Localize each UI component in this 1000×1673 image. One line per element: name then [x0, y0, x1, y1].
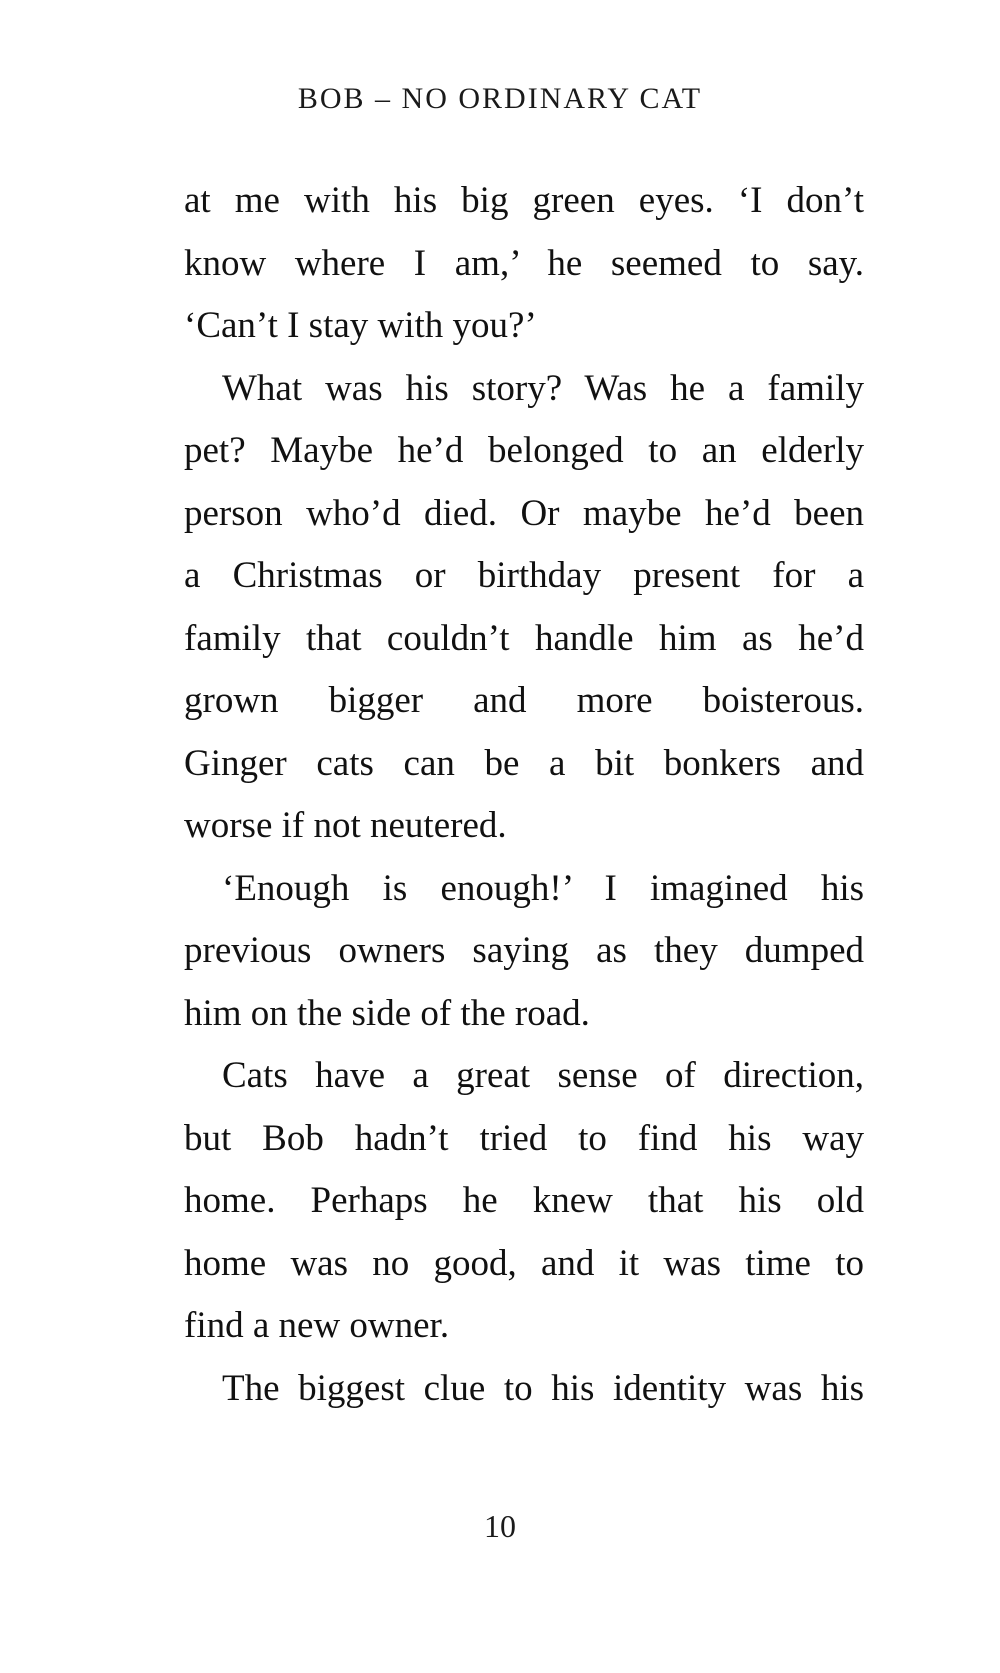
- running-header: BOB – NO ORDINARY CAT: [297, 82, 703, 115]
- text-line: worse if not neutered.: [184, 805, 507, 846]
- text-line: person who’d died. Or maybe he’d been: [184, 492, 864, 534]
- text-line: a Christmas or birthday present for a: [184, 555, 864, 596]
- page-number: 10: [484, 1508, 516, 1544]
- text-line: know where I am,’ he seemed to say.: [184, 242, 864, 284]
- text-line: ‘Can’t I stay with you?’: [184, 305, 537, 346]
- text-line: pet? Maybe he’d belonged to an elderly: [184, 430, 864, 471]
- paragraph-first-line: What was his story? Was he a family: [222, 367, 864, 409]
- text-line: Ginger cats can be a bit bonkers and: [184, 742, 864, 784]
- text-line: find a new owner.: [184, 1305, 450, 1346]
- paragraph-first-line: ‘Enough is enough!’ I imagined his: [222, 867, 864, 909]
- paragraph-first-line: Cats have a great sense of direction,: [222, 1055, 864, 1096]
- text-line: at me with his big green eyes. ‘I don’t: [184, 180, 864, 221]
- text-line: home. Perhaps he knew that his old: [184, 1180, 864, 1221]
- body-text: [184, 170, 864, 1420]
- text-line: him on the side of the road.: [184, 992, 590, 1034]
- text-line: previous owners saying as they dumped: [184, 930, 864, 971]
- text-line: family that couldn’t handle him as he’d: [184, 617, 864, 659]
- text-line: grown bigger and more boisterous.: [184, 680, 864, 721]
- text-line: home was no good, and it was time to: [184, 1242, 864, 1284]
- text-line: but Bob hadn’t tried to find his way: [184, 1117, 864, 1159]
- paragraph-first-line: The biggest clue to his identity was his: [222, 1367, 864, 1409]
